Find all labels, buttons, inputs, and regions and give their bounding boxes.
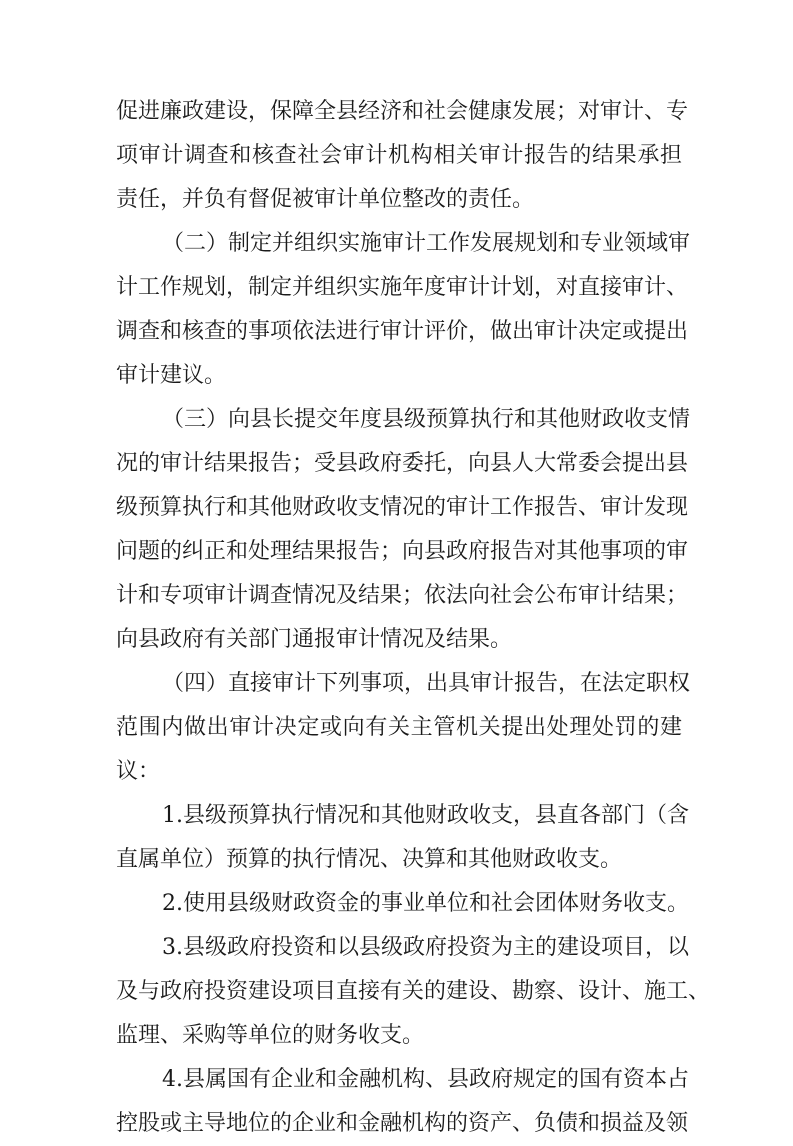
paragraph-line: 级预算执行和其他财政收支情况的审计工作报告、审计发现 — [116, 495, 689, 520]
paragraph-line: 促进廉政建设，保障全县经济和社会健康发展；对审计、专 — [116, 99, 689, 124]
list-item-line: 2.使用县级财政资金的事业单位和社会团体财务收支。 — [162, 891, 689, 916]
paragraph-line: （三）向县长提交年度县级预算执行和其他财政收支情 — [162, 407, 691, 432]
paragraph-line: 范围内做出审计决定或向有关主管机关提出处理处罚的建 — [116, 715, 682, 740]
paragraph-line: 议： — [116, 759, 161, 784]
paragraph-line: 向县政府有关部门通报审计情况及结果。 — [116, 627, 513, 652]
paragraph-line: 计工作规划，制定并组织实施年度审计计划，对直接审计、 — [116, 275, 689, 300]
paragraph-line: （二）制定并组织实施审计工作发展规划和专业领域审 — [162, 231, 691, 256]
list-item-line: 监理、采购等单位的财务收支。 — [116, 1023, 425, 1048]
paragraph-line: 责任，并负有督促被审计单位整改的责任。 — [116, 187, 535, 212]
paragraph-line: 审计建议。 — [116, 363, 227, 388]
paragraph-line: 项审计调查和核查社会审计机构相关审计报告的结果承担 — [116, 143, 682, 168]
list-item-line: 1.县级预算执行情况和其他财政收支，县直各部门（含 — [162, 803, 689, 828]
list-item-line: 4.县属国有企业和金融机构、县政府规定的国有资本占 — [162, 1067, 689, 1092]
paragraph-line: 计和专项审计调查情况及结果；依法向社会公布审计结果； — [116, 583, 689, 608]
list-item-line: 控股或主导地位的企业和金融机构的资产、负债和损益及领 — [116, 1111, 689, 1136]
paragraph-line: 问题的纠正和处理结果报告；向县政府报告对其他事项的审 — [116, 539, 689, 564]
paragraph-line: 调查和核查的事项依法进行审计评价，做出审计决定或提出 — [116, 319, 689, 344]
list-item-line: 及与政府投资建设项目直接有关的建设、勘察、设计、施工、 — [116, 979, 711, 1004]
paragraph-line: （四）直接审计下列事项，出具审计报告，在法定职权 — [162, 671, 691, 696]
list-item-line: 3.县级政府投资和以县级政府投资为主的建设项目，以 — [162, 935, 689, 960]
paragraph-line: 况的审计结果报告；受县政府委托，向县人大常委会提出县 — [116, 451, 689, 476]
list-item-line: 直属单位）预算的执行情况、决算和其他财政收支。 — [116, 847, 623, 872]
